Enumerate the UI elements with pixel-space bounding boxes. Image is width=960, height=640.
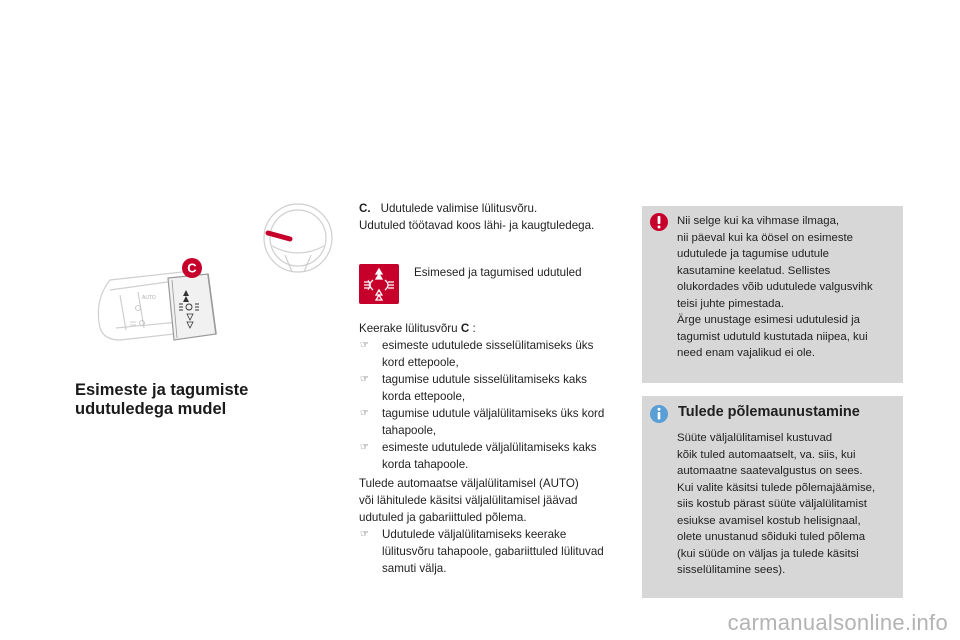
pointer-bullet-icon: ☞ xyxy=(360,408,369,419)
section-title-line2: udutuledega mudel xyxy=(75,400,227,418)
list-item xyxy=(359,526,629,577)
list-item-line: tahapoole, xyxy=(382,424,437,437)
turn-list xyxy=(359,337,629,473)
section-title-line1: Esimeste ja tagumiste xyxy=(75,381,249,399)
warning-line: teisi juhte pimestada. xyxy=(677,297,785,310)
list-item-line: tagumise udutule väljalülitamiseks üks kord xyxy=(382,407,605,420)
callout-c-letter: C xyxy=(187,260,197,276)
light-stalk-illustration xyxy=(80,200,340,370)
stalk-highlight-mark xyxy=(268,233,290,239)
warning-line: Nii selge kui ka vihmase ilmaga, xyxy=(677,215,840,227)
list-item-line: esimeste udutulede väljalülitamiseks kaks xyxy=(382,441,597,454)
turn-instructions xyxy=(359,320,629,473)
pointer-bullet-icon: ☞ xyxy=(360,442,369,453)
steering-wheel-drawing xyxy=(264,204,332,272)
list-item-line: tagumise udutule sisselülitamiseks kaks xyxy=(382,373,587,386)
auto-line: udutuled ja gabariittuled põlema. xyxy=(359,511,527,524)
front-rear-fog-icon xyxy=(359,264,399,304)
info-line: kõik tuled automaatselt, va. siis, kui xyxy=(677,448,856,461)
warning-line: tagumist udutuld kustutada niipea, kui xyxy=(677,330,868,343)
info-line: sisselülitamine sees). xyxy=(677,564,786,576)
auto-line: või lähitulede käsitsi väljalülitamisel jäävad xyxy=(359,494,578,507)
list-item-line: lülitusvõru tahapoole, gabariittuled lülituvad xyxy=(382,545,604,558)
warning-line: need enam vajalikud ei ole. xyxy=(677,347,816,359)
list-item-line: kord ettepoole, xyxy=(382,356,459,369)
list-item xyxy=(359,439,629,473)
intro-text xyxy=(359,200,629,234)
exclamation-icon xyxy=(649,212,669,232)
list-item-line: Udutulede väljalülitamiseks keerake xyxy=(382,528,567,541)
stalk-auto-label: AUTO xyxy=(142,295,156,301)
auto-list xyxy=(359,526,629,577)
info-icon xyxy=(649,404,669,424)
intro-line1: Udutulede valimise lülitusvõru. xyxy=(380,202,538,215)
list-item xyxy=(359,405,629,439)
list-item-line: korda tahapoole. xyxy=(382,458,469,471)
pointer-bullet-icon: ☞ xyxy=(360,529,369,540)
info-title: Tulede põlemaunustamine xyxy=(678,404,860,420)
info-line: Süüte väljalülitamisel kustuvad xyxy=(677,432,833,444)
info-line: esiukse avamisel kostub helisignaal, xyxy=(677,514,861,527)
warning-text xyxy=(677,213,899,362)
turn-lead-text: Keerake lülitusvõru xyxy=(359,322,458,335)
info-line: olete unustanud sõiduki tuled põlema xyxy=(677,531,866,543)
auto-off-text xyxy=(359,475,629,577)
info-line: automaatne saatevalgustus on sees. xyxy=(677,465,863,477)
turn-lead-ref: C xyxy=(460,322,470,335)
warning-line: Ärge unustage esimesi udutulesid ja xyxy=(677,314,860,326)
warning-line: kasutamine keelatud. Sellistes xyxy=(677,264,831,277)
list-item-line: esimeste udutulede sisselülitamiseks üks xyxy=(382,339,594,352)
warning-line: udutulede ja tagumise udutule xyxy=(677,248,829,260)
list-item-line: samuti välja. xyxy=(382,562,447,575)
info-line: (kui süüde on väljas ja tulede käsitsi xyxy=(677,547,859,560)
turn-lead-suffix: : xyxy=(469,322,476,335)
list-item xyxy=(359,337,629,371)
intro-line2: Udutuled töötavad koos lähi- ja kaugtuledega. xyxy=(359,219,595,232)
section-title xyxy=(75,381,335,419)
info-line: Kui valite käsitsi tulede põlemajäämise, xyxy=(677,481,876,494)
fog-label: Esimesed ja tagumised udutuled xyxy=(414,266,582,279)
list-item-line: korda ettepoole, xyxy=(382,390,466,403)
list-item xyxy=(359,371,629,405)
auto-line: Tulede automaatse väljalülitamisel (AUTO) xyxy=(359,477,579,490)
info-text xyxy=(677,430,899,579)
pointer-bullet-icon: ☞ xyxy=(360,374,369,385)
info-line: siis kostub pärast süüte väljalülitamist xyxy=(677,498,867,510)
intro-marker: C. xyxy=(359,202,371,215)
warning-line: nii päeval kui ka öösel on esimeste xyxy=(677,231,854,244)
fog-ring-drawing xyxy=(168,274,216,340)
info-panel xyxy=(642,396,903,598)
watermark: carmanualsonline.info xyxy=(727,610,948,635)
warning-line: olukordades võib udutulede valgusvihk xyxy=(677,281,873,293)
warning-panel xyxy=(642,206,903,383)
pointer-bullet-icon: ☞ xyxy=(360,340,369,351)
